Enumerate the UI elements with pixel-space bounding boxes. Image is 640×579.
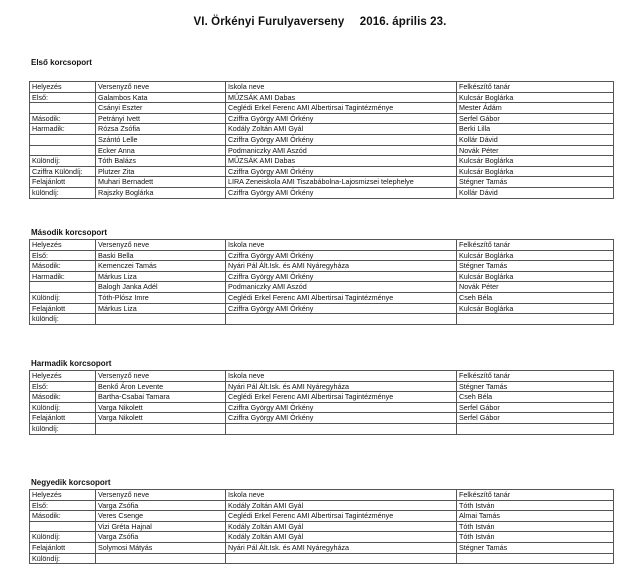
column-header: Felkészítő tanár xyxy=(457,490,614,501)
teacher-cell: Almai Tamás xyxy=(457,511,614,522)
teacher-cell xyxy=(457,314,614,325)
contestant-name-cell: Varga Nikolett xyxy=(96,413,226,424)
teacher-cell: Cseh Béla xyxy=(457,392,614,403)
table-row xyxy=(30,303,614,314)
column-header: Iskola neve xyxy=(226,371,457,382)
teacher-cell: Berki Lilla xyxy=(457,124,614,135)
table-row xyxy=(30,250,614,261)
table-row xyxy=(30,282,614,293)
teacher-cell: Kulcsár Boglárka xyxy=(457,250,614,261)
teacher-cell: Tóth István xyxy=(457,532,614,543)
school-name-cell: Ceglédi Erkel Ferenc AMI Albertirsai Tagintézménye xyxy=(226,392,457,403)
placement-cell: Második: xyxy=(30,261,96,272)
table-header-row xyxy=(30,240,614,251)
placement-cell: Első: xyxy=(30,92,96,103)
table-row xyxy=(30,124,614,135)
school-name-cell: LIRA Zeneiskola AMI Tiszabábolna-Lajosmizsei telephelye xyxy=(226,177,457,188)
contestant-name-cell: Márkus Liza xyxy=(96,271,226,282)
results-table xyxy=(29,489,614,564)
teacher-cell: Serfel Gábor xyxy=(457,402,614,413)
contestant-name-cell: Tóth-Plósz Imre xyxy=(96,292,226,303)
contestant-name-cell: Veres Csenge xyxy=(96,511,226,522)
teacher-cell: Tóth István xyxy=(457,500,614,511)
contestant-name-cell: Szántó Lelle xyxy=(96,134,226,145)
contestant-name-cell: Vizi Gréta Hajnal xyxy=(96,521,226,532)
placement-cell: különdíj: xyxy=(30,314,96,325)
placement-cell: különdíj: xyxy=(30,187,96,198)
table-row xyxy=(30,553,614,564)
document-title xyxy=(0,16,640,28)
table-row xyxy=(30,314,614,325)
teacher-cell: Serfel Gábor xyxy=(457,413,614,424)
table-row xyxy=(30,156,614,167)
column-header: Versenyző neve xyxy=(96,490,226,501)
table-row xyxy=(30,261,614,272)
table-row xyxy=(30,511,614,522)
contestant-name-cell: Plutzer Zita xyxy=(96,166,226,177)
school-name-cell: Kodály Zoltán AMI Gyál xyxy=(226,124,457,135)
results-table xyxy=(29,370,614,435)
school-name-cell: Cziffra György AMI Örkény xyxy=(226,187,457,198)
column-header: Iskola neve xyxy=(226,490,457,501)
placement-cell: Első: xyxy=(30,250,96,261)
results-table xyxy=(29,81,614,199)
contestant-name-cell: Muhari Bernadett xyxy=(96,177,226,188)
table-row xyxy=(30,103,614,114)
contestant-name-cell: Rózsa Zsófia xyxy=(96,124,226,135)
table-row xyxy=(30,413,614,424)
table-row xyxy=(30,532,614,543)
table-row xyxy=(30,402,614,413)
contestant-name-cell: Varga Zsófia xyxy=(96,532,226,543)
school-name-cell: Podmaniczky AMI Aszód xyxy=(226,282,457,293)
table-row xyxy=(30,271,614,282)
column-header: Helyezés xyxy=(30,240,96,251)
placement-cell: Különdíj: xyxy=(30,402,96,413)
table-row xyxy=(30,187,614,198)
column-header: Felkészítő tanár xyxy=(457,240,614,251)
contestant-name-cell: Bartha-Csabai Tamara xyxy=(96,392,226,403)
teacher-cell: Kulcsár Boglárka xyxy=(457,303,614,314)
teacher-cell: Tóth István xyxy=(457,521,614,532)
results-table xyxy=(29,239,614,325)
placement-cell: Harmadik: xyxy=(30,124,96,135)
school-name-cell xyxy=(226,314,457,325)
column-header: Helyezés xyxy=(30,82,96,93)
contestant-name-cell: Márkus Liza xyxy=(96,303,226,314)
section-title: Harmadik korcsoport xyxy=(31,359,112,368)
column-header: Felkészítő tanár xyxy=(457,82,614,93)
school-name-cell: Nyári Pál Ált.Isk. és AMI Nyáregyháza xyxy=(226,542,457,553)
table-row xyxy=(30,145,614,156)
placement-cell: Cziffra Különdíj: xyxy=(30,166,96,177)
school-name-cell: Cziffra György AMI Örkény xyxy=(226,113,457,124)
school-name-cell: Kodály Zoltán AMI Gyál xyxy=(226,532,457,543)
column-header: Versenyző neve xyxy=(96,240,226,251)
section-title: Első korcsoport xyxy=(31,58,92,67)
table-row xyxy=(30,381,614,392)
placement-cell: Különdíj: xyxy=(30,292,96,303)
table-row xyxy=(30,500,614,511)
placement-cell xyxy=(30,282,96,293)
teacher-cell: Novák Péter xyxy=(457,145,614,156)
school-name-cell xyxy=(226,423,457,434)
school-name-cell: Cziffra György AMI Örkény xyxy=(226,402,457,413)
column-header: Helyezés xyxy=(30,371,96,382)
table-row xyxy=(30,177,614,188)
school-name-cell xyxy=(226,553,457,564)
placement-cell: Harmadik: xyxy=(30,271,96,282)
table-row xyxy=(30,542,614,553)
column-header: Versenyző neve xyxy=(96,371,226,382)
teacher-cell: Stégner Tamás xyxy=(457,261,614,272)
teacher-cell xyxy=(457,553,614,564)
school-name-cell: Cziffra György AMI Örkény xyxy=(226,166,457,177)
placement-cell: Második: xyxy=(30,113,96,124)
table-row xyxy=(30,166,614,177)
section-title: Negyedik korcsoport xyxy=(31,478,111,487)
contestant-name-cell: Tóth Balázs xyxy=(96,156,226,167)
table-row xyxy=(30,521,614,532)
placement-cell: Felajánlott xyxy=(30,542,96,553)
event-title: VI. Örkényi Furulyaverseny xyxy=(193,16,345,28)
placement-cell xyxy=(30,103,96,114)
placement-cell: Különdíj: xyxy=(30,156,96,167)
placement-cell: Második: xyxy=(30,511,96,522)
teacher-cell: Stégner Tamás xyxy=(457,177,614,188)
placement-cell xyxy=(30,521,96,532)
contestant-name-cell: Solymosi Mátyás xyxy=(96,542,226,553)
contestant-name-cell: Benkő Áron Levente xyxy=(96,381,226,392)
contestant-name-cell: Petrányi Ivett xyxy=(96,113,226,124)
placement-cell: Első: xyxy=(30,500,96,511)
placement-cell xyxy=(30,134,96,145)
school-name-cell: Kodály Zoltán AMI Gyál xyxy=(226,500,457,511)
table-row xyxy=(30,392,614,403)
contestant-name-cell: Ecker Anna xyxy=(96,145,226,156)
table-header-row xyxy=(30,490,614,501)
contestant-name-cell xyxy=(96,553,226,564)
school-name-cell: MŰZSÁK AMI Dabas xyxy=(226,156,457,167)
placement-cell: Felajánlott xyxy=(30,413,96,424)
column-header: Helyezés xyxy=(30,490,96,501)
teacher-cell: Stégner Tamás xyxy=(457,542,614,553)
table-row xyxy=(30,292,614,303)
placement-cell: Felajánlott xyxy=(30,303,96,314)
contestant-name-cell: Varga Nikolett xyxy=(96,402,226,413)
contestant-name-cell: Galambos Kata xyxy=(96,92,226,103)
school-name-cell: Ceglédi Erkel Ferenc AMI Albertirsai Tagintézménye xyxy=(226,292,457,303)
table-header-row xyxy=(30,371,614,382)
table-row xyxy=(30,92,614,103)
teacher-cell: Kollár Dávid xyxy=(457,134,614,145)
teacher-cell: Kulcsár Boglárka xyxy=(457,166,614,177)
teacher-cell: Kulcsár Boglárka xyxy=(457,271,614,282)
table-row xyxy=(30,113,614,124)
school-name-cell: Cziffra György AMI Örkény xyxy=(226,271,457,282)
contestant-name-cell: Balogh Janka Adél xyxy=(96,282,226,293)
column-header: Iskola neve xyxy=(226,240,457,251)
teacher-cell: Novák Péter xyxy=(457,282,614,293)
placement-cell: Felajánlott xyxy=(30,177,96,188)
table-header-row xyxy=(30,82,614,93)
teacher-cell: Mester Ádám xyxy=(457,103,614,114)
teacher-cell: Serfel Gábor xyxy=(457,113,614,124)
teacher-cell: Kulcsár Boglárka xyxy=(457,156,614,167)
column-header: Felkészítő tanár xyxy=(457,371,614,382)
contestant-name-cell: Csányi Eszter xyxy=(96,103,226,114)
contestant-name-cell: Rajszky Boglárka xyxy=(96,187,226,198)
placement-cell: Különdíj: xyxy=(30,553,96,564)
school-name-cell: Ceglédi Erkel Ferenc AMI Albertirsai Tagintézménye xyxy=(226,511,457,522)
placement-cell xyxy=(30,145,96,156)
school-name-cell: Ceglédi Erkel Ferenc AMI Albertirsai Tagintézménye xyxy=(226,103,457,114)
event-date: 2016. április 23. xyxy=(359,16,447,28)
school-name-cell: MŰZSÁK AMI Dabas xyxy=(226,92,457,103)
teacher-cell xyxy=(457,423,614,434)
placement-cell: Második: xyxy=(30,392,96,403)
contestant-name-cell: Varga Zsófia xyxy=(96,500,226,511)
school-name-cell: Nyári Pál Ált.Isk. és AMI Nyáregyháza xyxy=(226,381,457,392)
school-name-cell: Nyári Pál Ált.Isk. és AMI Nyáregyháza xyxy=(226,261,457,272)
column-header: Versenyző neve xyxy=(96,82,226,93)
school-name-cell: Cziffra György AMI Örkény xyxy=(226,303,457,314)
placement-cell: különdíj: xyxy=(30,423,96,434)
table-row xyxy=(30,423,614,434)
contestant-name-cell: Kemenczei Tamás xyxy=(96,261,226,272)
school-name-cell: Kodály Zoltán AMI Gyál xyxy=(226,521,457,532)
teacher-cell: Kollár Dávid xyxy=(457,187,614,198)
contestant-name-cell xyxy=(96,314,226,325)
teacher-cell: Stégner Tamás xyxy=(457,381,614,392)
placement-cell: Első: xyxy=(30,381,96,392)
school-name-cell: Cziffra György AMI Örkény xyxy=(226,250,457,261)
contestant-name-cell xyxy=(96,423,226,434)
column-header: Iskola neve xyxy=(226,82,457,93)
placement-cell: Különdíj: xyxy=(30,532,96,543)
teacher-cell: Kulcsár Boglárka xyxy=(457,92,614,103)
teacher-cell: Cseh Béla xyxy=(457,292,614,303)
school-name-cell: Cziffra György AMI Örkény xyxy=(226,134,457,145)
school-name-cell: Cziffra György AMI Örkény xyxy=(226,413,457,424)
section-title: Második korcsoport xyxy=(31,228,108,237)
school-name-cell: Podmaniczky AMI Aszód xyxy=(226,145,457,156)
contestant-name-cell: Baski Bella xyxy=(96,250,226,261)
table-row xyxy=(30,134,614,145)
